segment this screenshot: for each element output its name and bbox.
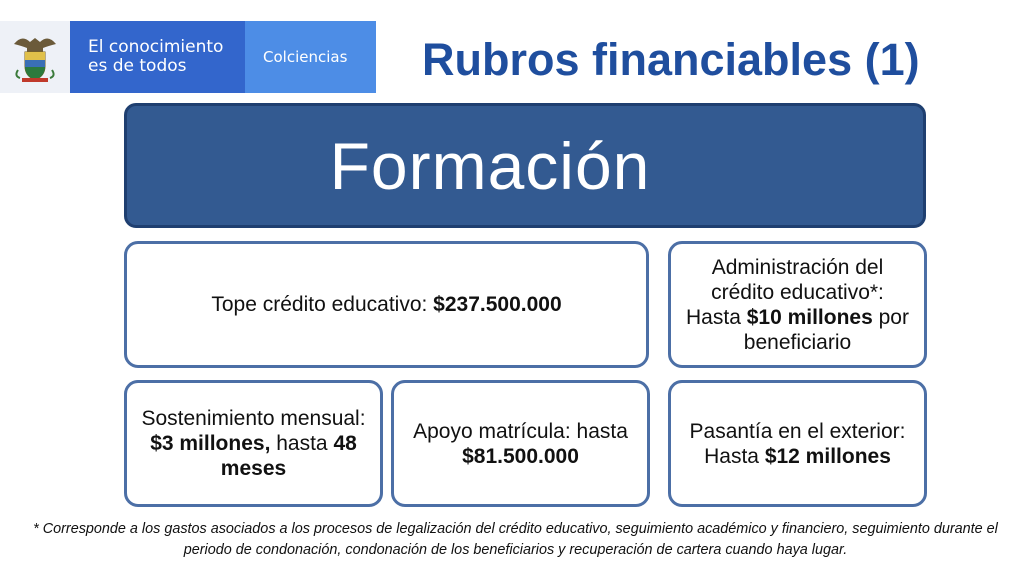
card-administracion-line2: por beneficiario — [743, 305, 909, 354]
card-pasantia — [668, 380, 927, 507]
card-pasantia-text: Pasantía en el exterior: Hasta — [689, 419, 906, 468]
card-tope-amount: $237.500.000 — [433, 293, 562, 316]
card-administracion — [668, 241, 927, 368]
card-matricula-content — [406, 419, 635, 469]
card-sostenimiento-content — [139, 406, 368, 481]
card-sostenimiento — [124, 380, 383, 507]
card-sostenimiento-amount: $3 millones, — [150, 432, 271, 455]
card-matricula-text: Apoyo matrícula: hasta — [413, 419, 628, 443]
logo-block — [0, 21, 376, 93]
coat-of-arms-icon — [0, 21, 70, 93]
banner-text: Formación — [329, 128, 651, 203]
card-matricula-amount: $81.500.000 — [462, 444, 579, 468]
card-sostenimiento-months: 48 meses — [220, 432, 357, 480]
card-matricula — [391, 380, 650, 507]
card-pasantia-amount: $12 millones — [764, 444, 891, 468]
logo-main-line1: El conocimiento — [88, 37, 224, 57]
card-administracion-line1: Administración del crédito educativo*: Hasta — [686, 255, 884, 329]
card-tope-credito — [124, 241, 649, 368]
card-tope-content — [211, 292, 561, 317]
card-sostenimiento-text: Sostenimiento mensual: — [141, 407, 366, 430]
page-title: Rubros financiables (1) — [422, 34, 920, 85]
logo-sub-text: Colciencias — [263, 48, 348, 66]
footnote: * Corresponde a los gastos asociados a los procesos de legalización del crédito educativo, seguimiento académico y financiero, seguimiento durante el periodo de condonación, condonación de los beneficiarios y recuperación de cartera cuando haya lugar. — [33, 521, 998, 558]
logo-main-line2: es de todos — [88, 56, 187, 76]
card-tope-text: Tope crédito educativo: — [211, 293, 434, 316]
formacion-banner — [124, 103, 926, 228]
card-administracion-content — [683, 255, 912, 355]
card-administracion-amount: $10 millones — [746, 305, 873, 329]
card-pasantia-content — [683, 419, 912, 469]
logo-main — [70, 21, 245, 93]
logo-sub — [245, 21, 376, 93]
card-sostenimiento-mid: hasta — [270, 432, 334, 455]
